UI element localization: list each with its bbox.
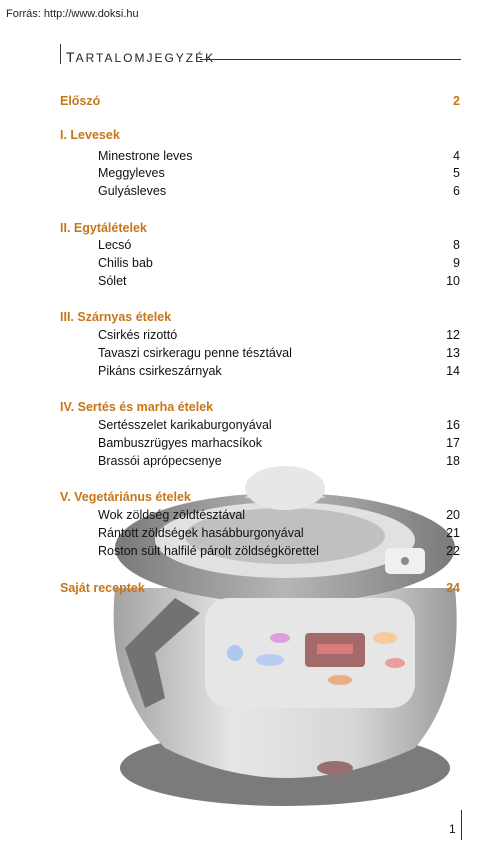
entry-title: Roston sült halfilé párolt zöldségkörettel [98,544,319,558]
toc-entry[interactable] [60,508,460,526]
entry-title: Bambuszrügyes marhacsíkok [98,436,262,450]
entry-page: 14 [446,364,460,378]
entry-page: 9 [453,256,460,270]
toc-entry[interactable] [60,364,460,382]
title-rest: ARTALOMJEGYZÉK [75,51,216,65]
entry-title: Minestrone leves [98,149,193,163]
entry-page: 17 [446,436,460,450]
section-title: V. Vegetáriánus ételek [60,490,191,504]
section-title: IV. Sertés és marha ételek [60,400,214,414]
entry-page: 10 [446,274,460,288]
entry-page: 16 [446,418,460,432]
entry-page: 21 [446,526,460,540]
section-title: I. Levesek [60,128,120,142]
entry-title: Előszó [60,94,101,108]
entry-page: 6 [453,184,460,198]
toc-entry[interactable] [60,149,460,167]
source-line: Forrás: http://www.doksi.hu [6,8,139,20]
toc-entry[interactable] [60,454,460,472]
entry-title: Chilis bab [98,256,153,270]
toc-entry[interactable] [60,526,460,544]
title-initial: T [66,49,76,65]
toc-entry[interactable] [60,274,460,292]
toc-entry-foreword[interactable] [60,94,460,112]
entry-title: Tavaszi csirkeragu penne tésztával [98,346,292,360]
toc-entry[interactable] [60,184,460,202]
entry-title: Sólet [98,274,127,288]
entry-page: 13 [446,346,460,360]
section-title: III. Szárnyas ételek [60,310,172,324]
section-title: II. Egytálételek [60,221,147,235]
toc-entry[interactable] [60,436,460,454]
entry-title: Pikáns csirkeszárnyak [98,364,222,378]
entry-page: 20 [446,508,460,522]
toc-entry[interactable] [60,166,460,184]
entry-page: 24 [446,581,460,595]
toc-section-4[interactable] [60,400,460,418]
toc-section-1[interactable] [60,128,460,146]
entry-title: Saját receptek [60,581,145,595]
toc-entry-own-recipes[interactable] [60,581,460,599]
entry-title: Sertésszelet karikaburgonyával [98,418,272,432]
entry-page: 22 [446,544,460,558]
page-number-bar [461,810,462,840]
toc-section-5[interactable] [60,490,460,508]
page-number: 1 [449,822,456,836]
entry-page: 2 [453,94,460,108]
toc-entry[interactable] [60,328,460,346]
entry-title: Gulyásleves [98,184,167,198]
toc-entry[interactable] [60,346,460,364]
entry-title: Meggyleves [98,166,165,180]
entry-title: Wok zöldség zöldtésztával [98,508,246,522]
entry-title: Brassói aprópecsenye [98,454,222,468]
toc-entry[interactable] [60,544,460,562]
entry-title: Rántott zöldségek hasábburgonyával [98,526,304,540]
toc-entry[interactable] [60,238,460,256]
toc-section-2[interactable] [60,221,460,239]
entry-title: Csirkés rizottó [98,328,178,342]
entry-page: 18 [446,454,460,468]
toc-entry[interactable] [60,256,460,274]
entry-title: Lecsó [98,238,132,252]
toc-section-3[interactable] [60,310,460,328]
entry-page: 8 [453,238,460,252]
entry-page: 4 [453,149,460,163]
entry-page: 5 [453,166,460,180]
toc-entry[interactable] [60,418,460,436]
entry-page: 12 [446,328,460,342]
